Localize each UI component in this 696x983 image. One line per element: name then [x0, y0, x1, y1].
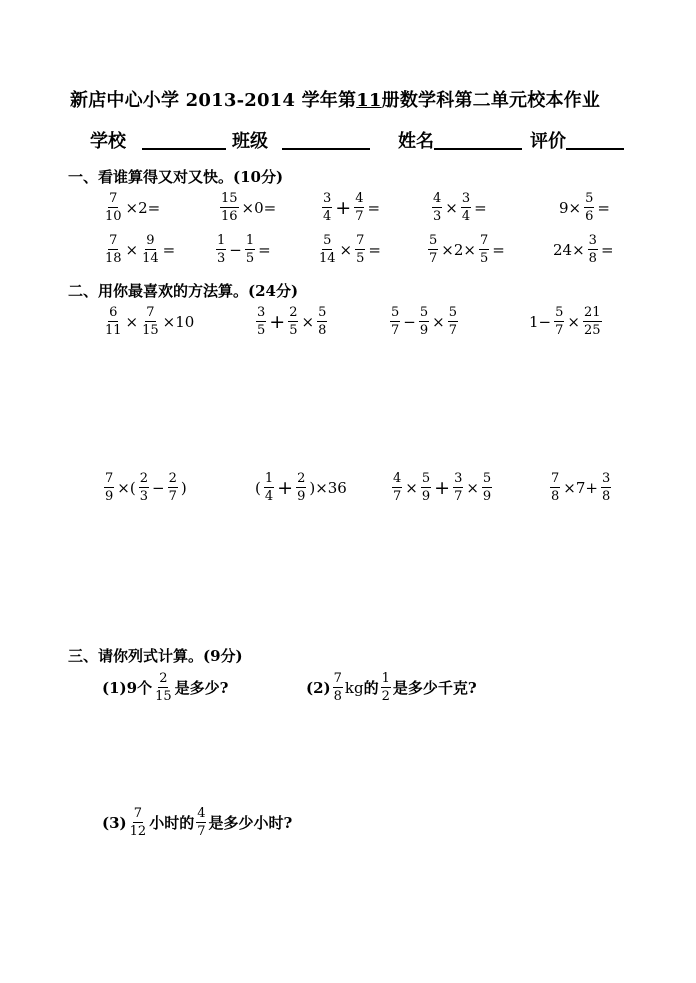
text-section1-r2-e2-a-d: 3: [217, 251, 226, 266]
fraction: [392, 472, 402, 503]
text-section2-r1-e2-c-d: 8: [318, 323, 327, 338]
text-section2-r2-e1-a-n: 7: [105, 471, 114, 486]
text-section2-r1-e1-a-d: 11: [105, 323, 122, 338]
text-section2-r2-e3-b-d: 9: [421, 489, 431, 504]
fraction: [428, 234, 438, 265]
text-section2-r2-e1-op2: −: [151, 478, 165, 497]
text-section2-r2-e4-mid: ×7+: [563, 478, 598, 497]
text-section1-r2-e4-a-n: 5: [429, 233, 438, 248]
text-section2-r1-e3-b-d: 9: [419, 323, 429, 338]
fraction: [333, 672, 343, 703]
text-section1-r2-e4-b-d: 5: [479, 251, 489, 266]
text-section3-q1-pre: (1)9个: [102, 679, 153, 697]
text-section2-r2-e4-a-n: 7: [551, 471, 560, 486]
text-section2-r1-e2-op1: +: [269, 310, 286, 333]
text-section1-r2-e3-eq: =: [368, 240, 381, 259]
s1-r2-expr-4: [426, 234, 506, 265]
text-section1-r2-e5-d: 8: [588, 251, 597, 266]
text-section3-q2-unit: kg: [344, 678, 364, 697]
text-section1-r2-e2-op: −: [229, 240, 242, 259]
text-section3-q3-b-d: 7: [197, 824, 206, 839]
fraction: [390, 306, 400, 337]
fraction: [432, 192, 442, 223]
text-section2-r2-e3-op1: ×: [405, 478, 418, 497]
text-section2-r2-e3-op2: +: [434, 476, 451, 499]
fraction: [318, 234, 337, 265]
s2-r1-expr-1: [102, 306, 195, 337]
text-section2-r1-e4-b-n: 21: [583, 305, 601, 320]
fraction: [154, 672, 173, 703]
fraction: [421, 472, 431, 503]
text-section2-r2-e3-a-d: 7: [393, 489, 402, 504]
section-1-heading: 一、看谁算得又对又快。(10分): [68, 168, 284, 186]
fraction: [296, 472, 306, 503]
grade-label: 评价: [530, 131, 566, 152]
text-section3-q3-a-d: 12: [129, 824, 147, 839]
fraction: [355, 234, 365, 265]
text-section2-r2-e4-b-d: 8: [601, 489, 611, 504]
s2-r2-expr-2: [254, 472, 348, 503]
fraction: [419, 306, 429, 337]
text-section1-r1-e4-a-n: 4: [433, 191, 442, 206]
text-section1-r1-e3-op: +: [335, 196, 352, 219]
fraction: [139, 472, 149, 503]
text-section3-q3-mid: 小时的: [149, 814, 195, 832]
text-section3-q2-mid: 的: [363, 679, 379, 697]
page-title: [70, 86, 600, 112]
title-book-number: 11: [356, 90, 382, 111]
text-section1-r1-e1-d: 10: [105, 209, 122, 224]
text-section2-r1-e4-a-d: 7: [555, 323, 564, 338]
text-section1-r1-e1-n: 7: [109, 191, 118, 206]
text-section2-r2-e2-b-d: 9: [297, 489, 306, 504]
s2-r2-expr-4: [548, 472, 613, 503]
text-section1-r2-e1-b-d: 14: [142, 251, 159, 266]
fraction: [601, 472, 611, 503]
text-section1-r1-e5-d: 6: [585, 209, 594, 224]
text-section2-r1-e2-op2: ×: [301, 312, 315, 331]
text-section1-r1-e5-eq: =: [597, 198, 610, 217]
s3-question-2: [306, 672, 477, 703]
s1-r2-expr-2: [214, 234, 272, 265]
text-section2-r2-e1-c-d: 7: [168, 489, 177, 504]
text-section2-r1-e4-b-d: 25: [583, 323, 601, 338]
text-section2-r1-e4-a-n: 5: [555, 305, 564, 320]
class-field: [232, 127, 370, 153]
text-section1-r2-e4-a-d: 7: [429, 251, 438, 266]
section-2-heading: 二、用你最喜欢的方法算。(24分): [68, 282, 299, 300]
text-section1-r1-e1-rest: ×2=: [125, 198, 161, 217]
text-section2-r2-e3-d-n: 5: [482, 471, 492, 486]
name-blank[interactable]: [434, 130, 522, 150]
s2-r2-expr-1: [102, 472, 188, 503]
fraction: [288, 306, 298, 337]
text-section3-q2-pre: (2): [306, 678, 331, 697]
fraction: [104, 192, 123, 223]
fraction: [354, 192, 364, 223]
text-section2-r1-e2-a-d: 5: [257, 323, 266, 338]
text-section3-q3-b-n: 4: [197, 806, 206, 821]
s1-r1-expr-5: [558, 192, 611, 223]
text-section2-r2-e1-c-n: 2: [168, 471, 177, 486]
text-section2-r1-e3-op2: ×: [432, 312, 445, 331]
fraction: [104, 306, 123, 337]
text-section2-r1-e3-a-n: 5: [391, 305, 400, 320]
text-section1-r2-e5-pre: 24×: [553, 240, 585, 259]
fraction: [453, 472, 463, 503]
text-section1-r2-e2-eq: =: [258, 240, 271, 259]
fraction: [104, 234, 123, 265]
text-section1-r2-e4-b-n: 7: [479, 233, 489, 248]
text-section3-q1-post: 是多少?: [174, 679, 229, 697]
text-section1-r1-e3-a-d: 4: [323, 209, 332, 224]
fraction: [317, 306, 327, 337]
fraction: [264, 472, 274, 503]
text-section2-r2-e1-a-d: 9: [105, 489, 114, 504]
text-section1-r2-e3-a-n: 5: [323, 233, 332, 248]
fraction: [216, 234, 226, 265]
fraction: [104, 472, 114, 503]
text-section1-r2-e3-a-d: 14: [319, 251, 336, 266]
text-section2-r1-e2-b-n: 2: [289, 305, 298, 320]
text-section2-r2-e3-d-d: 9: [482, 489, 492, 504]
text-section2-r2-e4-a-d: 8: [551, 489, 560, 504]
text-section1-r1-e3-b-d: 7: [355, 209, 364, 224]
text-section2-r2-e2-op1: +: [277, 476, 294, 499]
text-section2-r2-e2-rest: )×36: [309, 478, 347, 497]
text-section2-r1-e3-c-d: 7: [448, 323, 457, 338]
text-section1-r1-e4-b-d: 4: [461, 209, 471, 224]
text-section2-r2-e2-b-n: 2: [297, 471, 306, 486]
s2-r1-expr-2: [254, 306, 329, 337]
fraction: [220, 192, 239, 223]
text-section2-r2-e1-close: ): [180, 478, 187, 497]
text-section1-r2-e1-a-n: 7: [109, 233, 118, 248]
text-section1-r1-e5-n: 5: [585, 191, 594, 206]
class-label: 班级: [232, 131, 268, 152]
class-blank[interactable]: [282, 130, 370, 150]
text-section2-r2-e2-open: (: [255, 478, 261, 497]
text-section1-r1-e4-b-n: 3: [461, 191, 471, 206]
name-field: [398, 127, 522, 153]
fraction: [482, 472, 492, 503]
text-section1-r1-e2-n: 15: [221, 191, 238, 206]
s1-r1-expr-2: [218, 192, 277, 223]
text-section1-r1-e2-d: 16: [221, 209, 238, 224]
fraction: [584, 192, 594, 223]
text-section2-r1-e3-op1: −: [403, 312, 416, 331]
s1-r2-expr-3: [316, 234, 382, 265]
text-section2-r2-e1-op1: ×(: [117, 478, 136, 497]
fraction: [141, 234, 160, 265]
text-section2-r1-e1-b-n: 7: [146, 305, 155, 320]
text-section2-r1-e3-c-n: 5: [448, 305, 457, 320]
section-3-heading: 三、请你列式计算。(9分): [68, 647, 243, 665]
text-section2-r1-e4-pre: 1−: [529, 312, 552, 331]
text-section1-r2-e3-b-d: 5: [356, 251, 365, 266]
school-field: [90, 127, 226, 153]
text-section1-r1-e4-a-d: 3: [433, 209, 442, 224]
text-section2-r2-e4-b-n: 3: [601, 471, 611, 486]
text-section1-r2-e1-op: ×: [125, 240, 139, 259]
text-section1-r2-e2-a-n: 1: [217, 233, 226, 248]
text-section3-q2-a-n: 7: [333, 671, 342, 686]
text-section2-r1-e2-a-n: 3: [257, 305, 266, 320]
fraction: [196, 807, 206, 838]
text-section1-r2-e5-n: 3: [588, 233, 597, 248]
fraction: [461, 192, 471, 223]
text-section1-r2-e1-eq: =: [162, 240, 176, 259]
text-section1-r2-e2-b-d: 5: [245, 251, 255, 266]
text-section1-r2-e5-eq: =: [600, 240, 614, 259]
text-section1-r1-e3-eq: =: [367, 198, 381, 217]
grade-field: [530, 127, 624, 153]
school-label: 学校: [90, 131, 126, 152]
fraction: [554, 306, 564, 337]
title-prefix: 新店中心小学 2013-2014 学年第: [70, 90, 357, 111]
text-section1-r1-e3-b-n: 4: [355, 191, 364, 206]
text-section1-r1-e5-pre: 9×: [559, 198, 582, 217]
text-section2-r1-e4-op1: ×: [567, 312, 580, 331]
text-section1-r2-e3-op: ×: [339, 240, 353, 259]
fraction: [448, 306, 458, 337]
text-section2-r2-e3-a-n: 4: [393, 471, 402, 486]
text-section2-r1-e1-op1: ×: [125, 312, 139, 331]
text-section3-q2-b-n: 1: [381, 671, 390, 686]
text-section1-r2-e4-eq: =: [492, 240, 505, 259]
text-section1-r1-e4-eq: =: [474, 198, 487, 217]
text-section3-q3-pre: (3): [102, 813, 127, 832]
text-section1-r1-e4-op: ×: [445, 198, 458, 217]
s1-r2-expr-5: [552, 234, 615, 265]
text-section2-r1-e2-c-n: 5: [318, 305, 327, 320]
s3-question-1: [102, 672, 228, 703]
text-section2-r2-e1-b-d: 3: [139, 489, 148, 504]
fraction: [256, 306, 266, 337]
text-section2-r1-e1-a-n: 6: [109, 305, 118, 320]
text-section2-r2-e2-a-d: 4: [264, 489, 274, 504]
title-suffix: 册数学科第二单元校本作业: [381, 90, 601, 111]
text-section2-r1-e3-a-d: 7: [391, 323, 400, 338]
text-section1-r1-e3-a-n: 3: [323, 191, 332, 206]
fraction: [322, 192, 332, 223]
text-section3-q3-a-n: 7: [133, 806, 143, 821]
fraction: [381, 672, 391, 703]
text-section3-q2-a-d: 8: [333, 689, 342, 704]
text-section2-r2-e1-b-n: 2: [139, 471, 148, 486]
text-section1-r2-e1-a-d: 18: [105, 251, 122, 266]
text-section3-q2-post: 是多少千克?: [392, 679, 477, 697]
name-label: 姓名: [398, 131, 434, 152]
text-section1-r2-e1-b-n: 9: [146, 233, 155, 248]
s1-r1-expr-1: [102, 192, 161, 223]
text-section2-r1-e2-b-d: 5: [289, 323, 298, 338]
fraction: [245, 234, 255, 265]
text-section3-q1-d: 15: [155, 689, 172, 704]
s1-r2-expr-1: [102, 234, 176, 265]
text-section2-r2-e3-op3: ×: [466, 478, 479, 497]
text-section1-r2-e4-mid: ×2×: [441, 240, 476, 259]
s2-r1-expr-4: [528, 306, 604, 337]
grade-blank[interactable]: [566, 130, 624, 150]
text-section1-r1-e2-rest: ×0=: [241, 198, 277, 217]
fraction: [550, 472, 560, 503]
fraction: [479, 234, 489, 265]
fraction: [583, 306, 602, 337]
text-section2-r2-e3-c-n: 3: [454, 471, 463, 486]
text-section1-r2-e3-b-n: 7: [356, 233, 365, 248]
text-section3-q2-b-d: 2: [381, 689, 390, 704]
text-section1-r2-e2-b-n: 1: [245, 233, 255, 248]
text-section2-r1-e1-b-d: 15: [142, 323, 159, 338]
s1-r1-expr-3: [320, 192, 381, 223]
s3-question-3: [102, 807, 292, 838]
s2-r2-expr-3: [390, 472, 494, 503]
fraction: [168, 472, 178, 503]
text-section2-r2-e2-a-n: 1: [264, 471, 274, 486]
school-blank[interactable]: [142, 130, 226, 150]
text-section2-r1-e3-b-n: 5: [419, 305, 429, 320]
text-section2-r2-e3-b-n: 5: [421, 471, 431, 486]
text-section2-r1-e1-rest: ×10: [162, 312, 195, 331]
fraction: [141, 306, 160, 337]
s2-r1-expr-3: [388, 306, 460, 337]
text-section2-r2-e3-c-d: 7: [454, 489, 463, 504]
fraction: [129, 807, 148, 838]
fraction: [588, 234, 598, 265]
text-section3-q3-post: 是多少小时?: [208, 814, 293, 832]
s1-r1-expr-4: [430, 192, 488, 223]
text-section3-q1-n: 2: [159, 671, 168, 686]
